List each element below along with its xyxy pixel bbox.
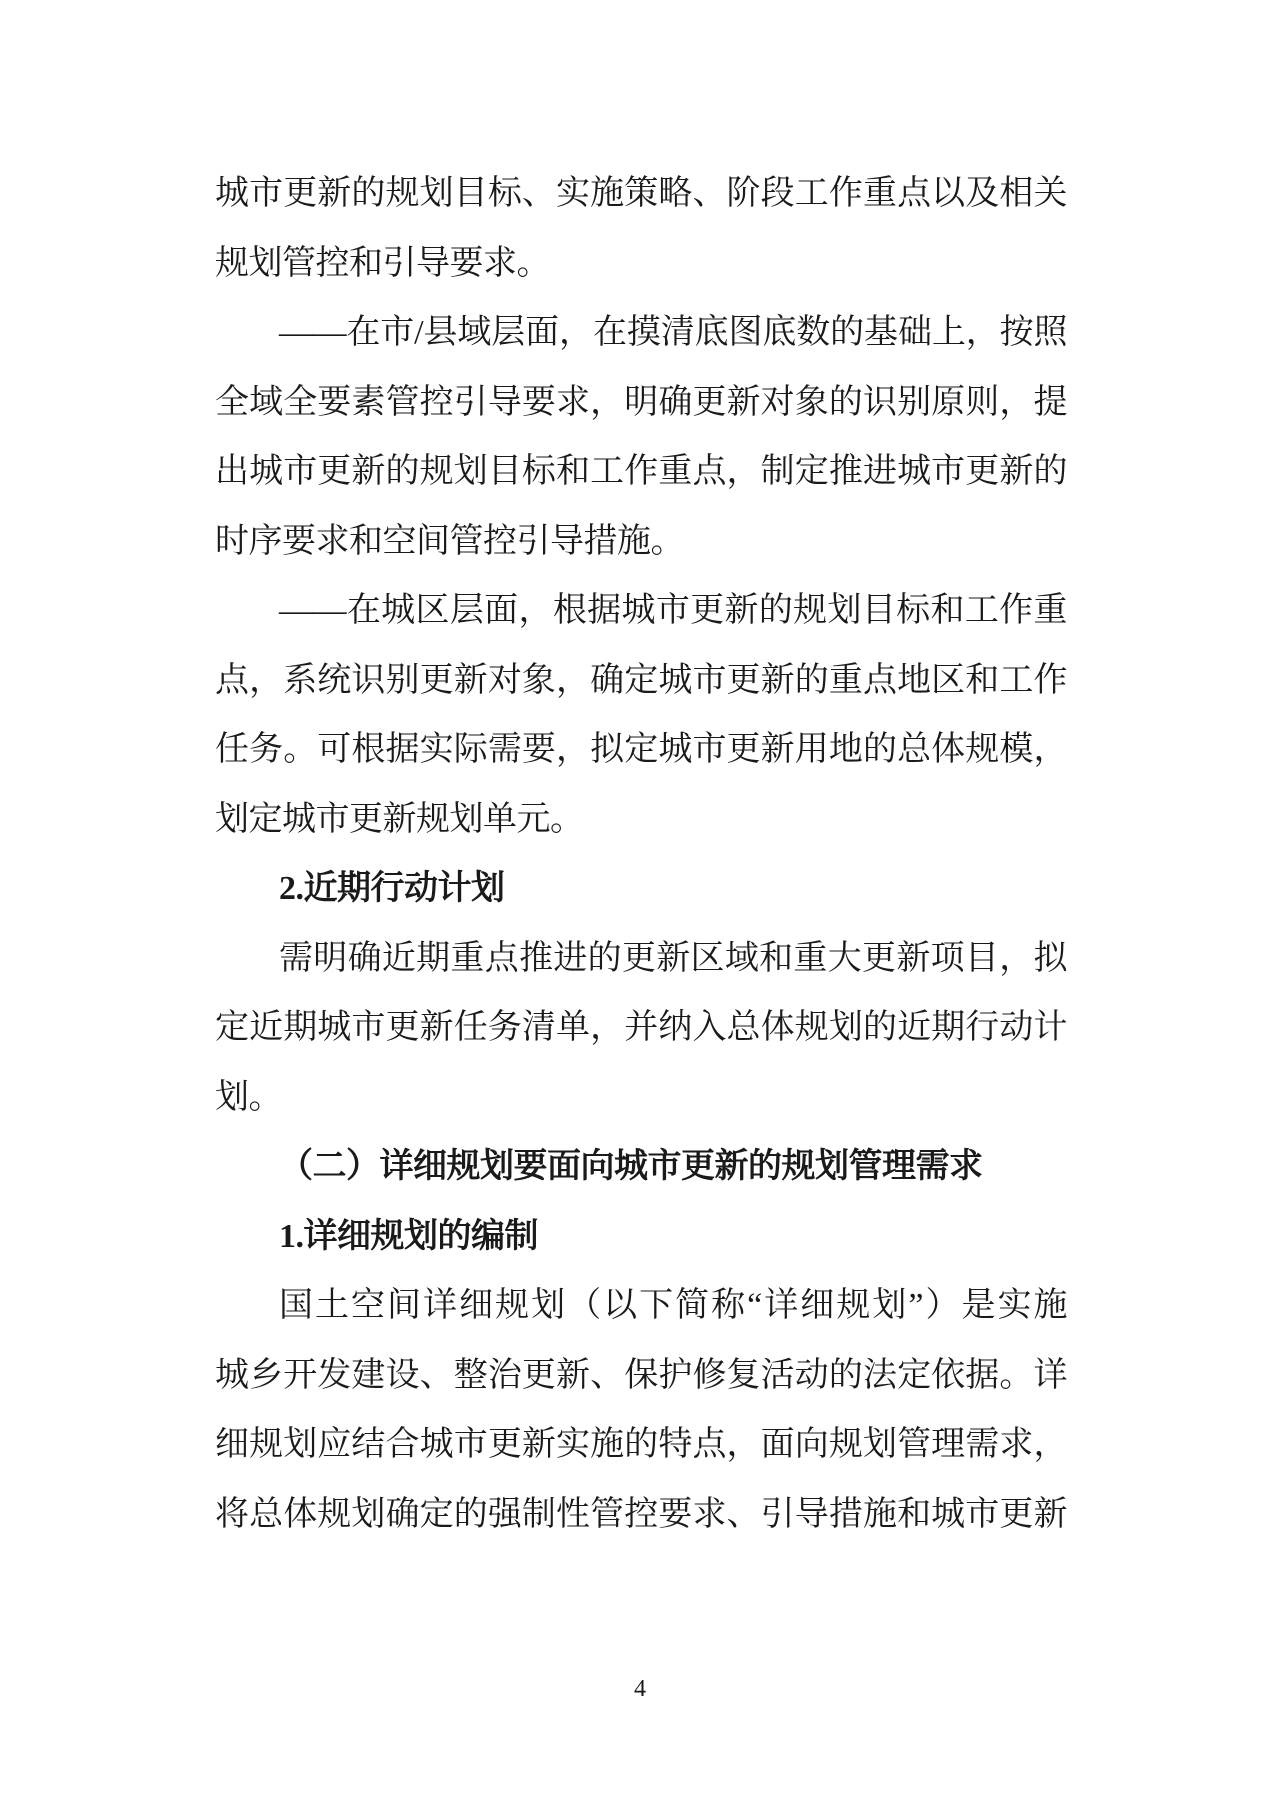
body-text-line: 城乡开发建设、整治更新、保护修复活动的法定依据。详	[215, 1356, 1067, 1394]
body-text-line: 将总体规划确定的强制性管控要求、引导措施和城市更新	[215, 1495, 1067, 1533]
body-text-line: 出城市更新的规划目标和工作重点，制定推进城市更新的	[215, 453, 1067, 490]
body-text-line: 国土空间详细规划（以下简称“详细规划”）是实施	[279, 1287, 1067, 1324]
body-text-line: 点，系统识别更新对象，确定城市更新的重点地区和工作	[215, 661, 1067, 699]
body-text-line: 划。	[215, 1078, 282, 1116]
numbered-heading: 2.近期行动计划	[279, 870, 505, 907]
body-text-line: 定近期城市更新任务清单，并纳入总体规划的近期行动计	[215, 1009, 1067, 1046]
section-heading: （二）详细规划要面向城市更新的规划管理需求	[279, 1148, 983, 1185]
body-text-line: 任务。可根据实际需要，拟定城市更新用地的总体规模，	[215, 731, 1067, 768]
body-text-line: 划定城市更新规划单元。	[215, 800, 584, 838]
body-text-line: 规划管控和引导要求。	[215, 244, 550, 282]
body-text-line: 细规划应结合城市更新实施的特点，面向规划管理需求，	[215, 1426, 1067, 1463]
document-body	[215, 159, 1067, 1549]
numbered-heading: 1.详细规划的编制	[279, 1217, 538, 1255]
body-text-line: ——在市/县域层面，在摸清底图底数的基础上，按照	[279, 314, 1067, 351]
page-footer	[0, 1676, 1280, 1703]
body-text-line: ——在城区层面，根据城市更新的规划目标和工作重	[279, 592, 1067, 629]
body-text-line: 城市更新的规划目标、实施策略、阶段工作重点以及相关	[215, 175, 1067, 212]
body-text-line: 时序要求和空间管控引导措施。	[215, 522, 684, 560]
body-text-line: 需明确近期重点推进的更新区域和重大更新项目，拟	[279, 939, 1067, 977]
body-text-line: 全域全要素管控引导要求，明确更新对象的识别原则，提	[215, 383, 1067, 421]
page-number: 4	[634, 1676, 646, 1702]
